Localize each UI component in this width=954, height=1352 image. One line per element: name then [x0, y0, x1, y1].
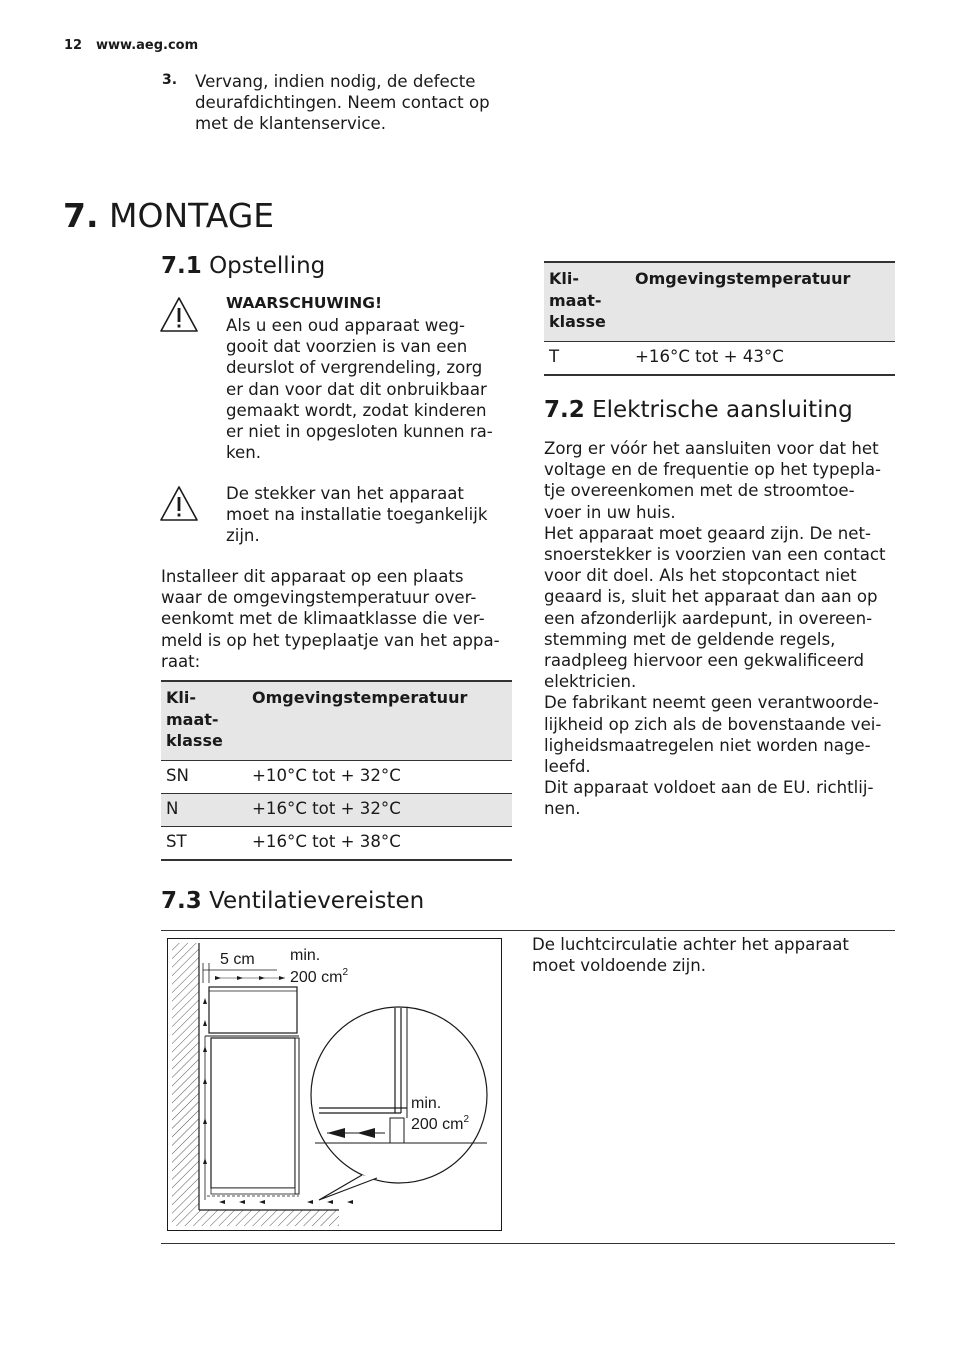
detail-magnifier [311, 1007, 487, 1183]
table-header-cell: Kli- maat- klasse [161, 681, 247, 760]
warning-triangle-icon [159, 485, 199, 523]
table-header-cell: Omgevingstemperatuur [630, 262, 895, 341]
section-7-1-heading [161, 252, 325, 280]
section-number: 7.3 [161, 888, 202, 914]
floor [199, 1210, 339, 1226]
section-title: Ventilatievereisten [209, 888, 425, 914]
section-7-3-heading [161, 887, 424, 915]
gap-label: 5 cm [220, 951, 255, 968]
site-url: www.aeg.com [96, 38, 199, 53]
warning-text: Als u een oud apparaat weg- gooit dat voorzien is van een deurslot of vergrendeling, zorg er dan voor dat dit onbruikbaar gemaakt wordt, zodat kinderen er niet in opgesloten kunnen ra- ken. [226, 316, 493, 463]
detail-area-label: 200 $cm^2$ [411, 1114, 470, 1133]
wall [172, 943, 199, 1226]
detail-min-label: min. [411, 1095, 442, 1112]
top-cabinet [209, 987, 297, 1033]
table-row [161, 793, 512, 826]
table-cell: T [544, 341, 630, 375]
climate-class-table [161, 680, 512, 861]
table-header-row [544, 262, 895, 341]
chapter-title: MONTAGE [109, 196, 275, 235]
warning-triangle-icon [159, 296, 199, 334]
ventilation-diagram [167, 938, 502, 1231]
climate-class-table-continued [544, 261, 895, 376]
chapter-number: 7. [63, 196, 99, 235]
page-number: 12 [64, 38, 83, 53]
step-text: Vervang, indien nodig, de defecte deurafdichtingen. Neem contact op met de klantenservice. [195, 72, 490, 134]
divider [161, 1243, 895, 1244]
table-cell: +16°C tot + 32°C [247, 793, 512, 826]
table-row [161, 760, 512, 793]
table-cell: N [161, 793, 247, 826]
min-label: min. [290, 947, 321, 964]
table-cell: +16°C tot + 43°C [630, 341, 895, 375]
ventilation-paragraph: De luchtcirculatie achter het apparaat moet voldoende zijn. [532, 935, 849, 976]
step-number: 3. [162, 72, 178, 88]
warning-title: WAARSCHUWING! [226, 294, 383, 312]
install-paragraph: Installeer dit apparaat op een plaats waar de omgevingstemperatuur over- eenkomt met de klimaatklasse die ver- meld is op het typeplaatje van het appa- raat: [161, 567, 500, 671]
section-title: Elektrische aansluiting [592, 397, 853, 423]
fridge [211, 1038, 295, 1188]
section-7-2-heading [544, 396, 853, 424]
warning-text: De stekker van het apparaat moet na installatie toegankelijk zijn. [226, 484, 488, 546]
section-number: 7.1 [161, 253, 202, 279]
section-number: 7.2 [544, 397, 585, 423]
chapter-heading [63, 196, 274, 236]
section-title: Opstelling [209, 253, 326, 279]
table-row [544, 341, 895, 375]
table-header-cell: Kli- maat- klasse [544, 262, 630, 341]
table-cell: +10°C tot + 32°C [247, 760, 512, 793]
table-row [161, 826, 512, 860]
table-cell: ST [161, 826, 247, 860]
area-label: 200 $cm^2$ [290, 967, 349, 986]
table-cell: SN [161, 760, 247, 793]
table-header-cell: Omgevingstemperatuur [247, 681, 512, 760]
electrical-paragraph: Zorg er vóór het aansluiten voor dat het voltage en de frequentie op het typepla- tje overeenkomen met de stroomtoe- voer in uw huis. Het apparaat moet geaard zijn. De net- snoerstekker is voorzien van een contact voor dit doel. Als het stopcontact niet geaard is, sluit het apparaat dan aan op een afzonderlijk aardepunt, in overeen- stemming met de geldende regels, raadpleeg hiervoor een gekwalificeerd elektricien. De fabrikant neemt geen verantwoorde- lijkheid op zich als de bovenstaande vei- ligheidsmaatregelen niet worden nage- leefd. Dit apparaat voldoet aan de EU. richtlij- nen. [544, 439, 886, 819]
table-cell: +16°C tot + 38°C [247, 826, 512, 860]
divider [161, 930, 895, 931]
table-header-row [161, 681, 512, 760]
